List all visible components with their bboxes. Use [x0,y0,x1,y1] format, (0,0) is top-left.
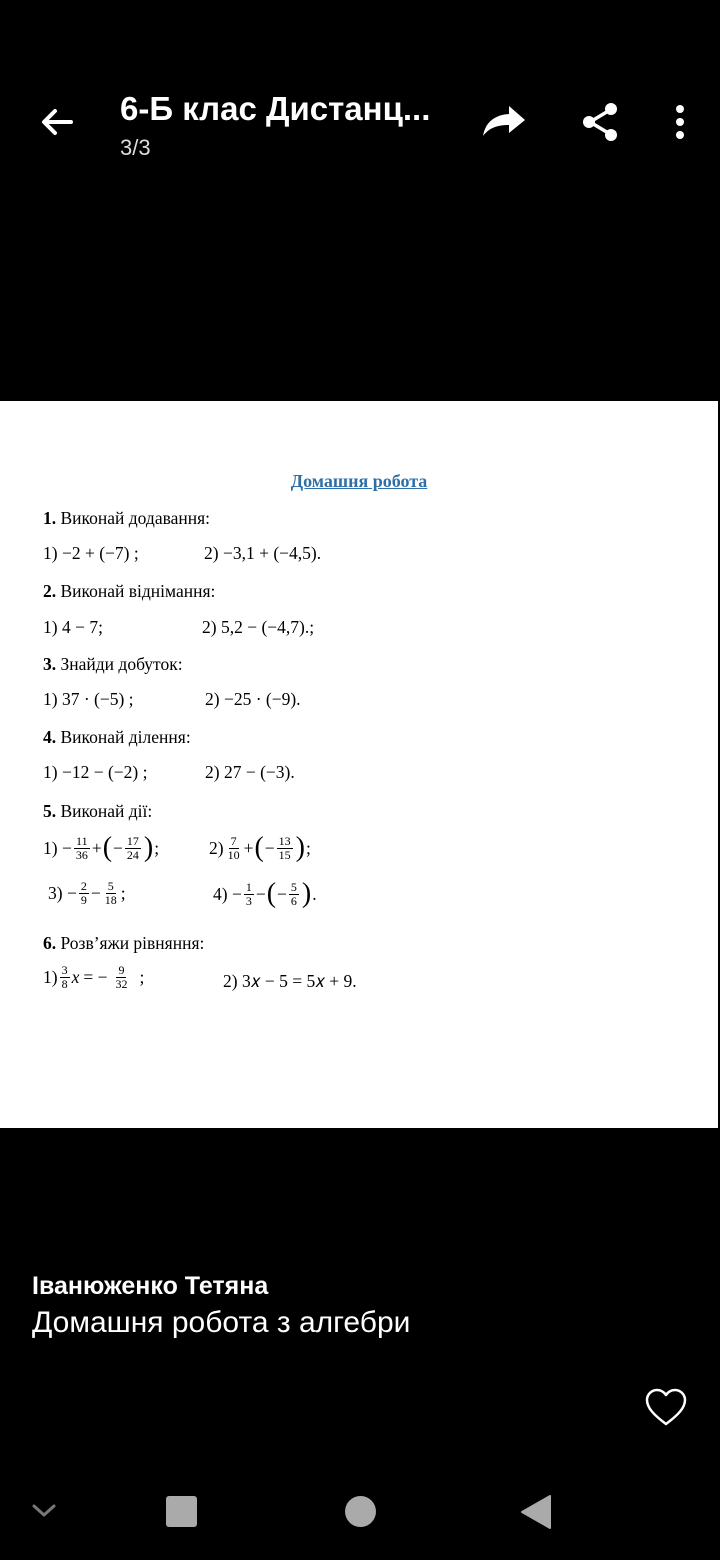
chevron-down-icon [30,1502,58,1520]
message-caption: Домашня робота з алгебри [32,1306,411,1339]
operator: = − [83,966,108,987]
expr-prefix: 4) − [213,883,242,904]
more-vert-icon [674,104,686,140]
task-heading [43,727,191,748]
share-icon [580,101,620,143]
paren: ( [266,878,277,909]
fraction-expression [213,880,317,908]
fraction-expression [43,834,159,862]
expression: 1) 37 · (−5) ; [43,689,134,709]
denominator: 6 [290,893,297,908]
fraction [244,881,254,907]
like-button[interactable] [642,1386,690,1430]
paren: ) [295,832,305,863]
arrow-back-icon [37,102,77,142]
task-label: Розв’яжи рівняння: [60,933,205,953]
forward-button[interactable] [476,98,532,146]
task-number: 1. [43,508,57,528]
task-number: 4. [43,727,57,747]
share-button[interactable] [575,98,625,146]
numerator: 5 [290,879,297,894]
expr-prefix: 2) [209,837,224,858]
numerator: 13 [278,833,291,848]
denominator: 15 [278,847,291,862]
task-label: Виконай дії: [60,801,153,821]
fraction [277,835,293,861]
expression: 2) 5,2 − (−4,7).; [202,617,315,637]
operator: − [90,882,101,903]
document-title: Домашня робота [290,471,428,491]
task-label: Виконай віднімання: [60,581,216,601]
task-label: Виконай ділення: [60,727,191,747]
denominator: 32 [115,976,128,991]
task-number: 6. [43,933,57,953]
operator: + [91,837,102,858]
recents-button[interactable] [166,1496,197,1527]
fraction [289,881,299,907]
denominator: 10 [227,847,240,862]
expr-end: ; [305,837,311,858]
back-button[interactable] [32,100,82,144]
hide-nav-button[interactable] [28,1496,60,1526]
fraction [60,964,70,990]
expr-end: ; [120,882,126,903]
expression: 2) 27 − (−3). [205,762,295,782]
paren: ) [301,878,312,909]
numerator: 1 [245,879,252,894]
operator: − [264,837,275,858]
task-heading [43,654,183,675]
fraction [103,880,119,906]
denominator: 9 [80,892,87,907]
denominator: 8 [61,976,68,991]
expr-end: ; [139,966,145,987]
task-label: Знайди добуток: [60,654,183,674]
numerator: 7 [230,833,237,848]
nav-back-icon[interactable] [520,1495,552,1529]
operator: + [243,837,254,858]
denominator: 36 [75,847,88,862]
expr-prefix: 1) [43,966,58,987]
fraction [226,835,242,861]
expression: 2) −25 · (−9). [205,689,301,709]
expression: 1) −2 + (−7) ; [43,543,139,563]
task-label: Виконай додавання: [60,508,211,528]
variable: x [71,966,80,987]
operator: − [113,837,123,858]
task-number: 3. [43,654,57,674]
operator: − [277,883,287,904]
numerator: 17 [126,833,139,848]
numerator: 11 [76,833,88,848]
expression: 1) 4 − 7; [43,617,103,637]
task-heading [43,933,204,954]
numerator: 3 [61,963,68,977]
fraction-expression [48,880,126,906]
author-name: Іванюженко Тетяна [32,1272,269,1300]
task-heading [43,508,210,529]
homework-document[interactable] [0,401,718,1128]
task-number: 5. [43,801,57,821]
equation [43,964,144,990]
chat-title: 6-Б клас Дистанц... [120,90,431,127]
equation: 2) 3𝑥 − 5 = 5𝑥 + 9. [223,971,357,991]
fraction-expression [209,834,311,862]
fraction [113,964,129,990]
heart-icon [644,1388,688,1428]
expr-prefix: 1) − [43,837,72,858]
denominator: 3 [245,893,252,908]
numerator: 5 [107,879,114,893]
operator: − [255,883,266,904]
more-options-button[interactable] [660,98,700,146]
task-number: 2. [43,581,57,601]
image-counter: 3/3 [120,135,151,160]
expr-end: ; [154,837,160,858]
task-heading [43,801,152,822]
expr-end: . [312,883,317,904]
numerator: 9 [118,963,125,977]
task-heading [43,581,215,602]
fraction [125,835,141,861]
paren: ) [143,832,154,863]
home-button[interactable] [345,1496,376,1527]
expr-prefix: 3) − [48,882,77,903]
denominator: 18 [104,892,117,907]
top-app-bar [0,80,720,170]
numerator: 2 [80,879,87,893]
paren: ( [254,832,264,863]
paren: ( [102,832,113,863]
forward-icon [479,102,529,142]
expression: 1) −12 − (−2) ; [43,762,148,782]
denominator: 24 [126,847,139,862]
fraction [79,880,89,906]
expression: 2) −3,1 + (−4,5). [204,543,322,563]
fraction [74,835,90,861]
